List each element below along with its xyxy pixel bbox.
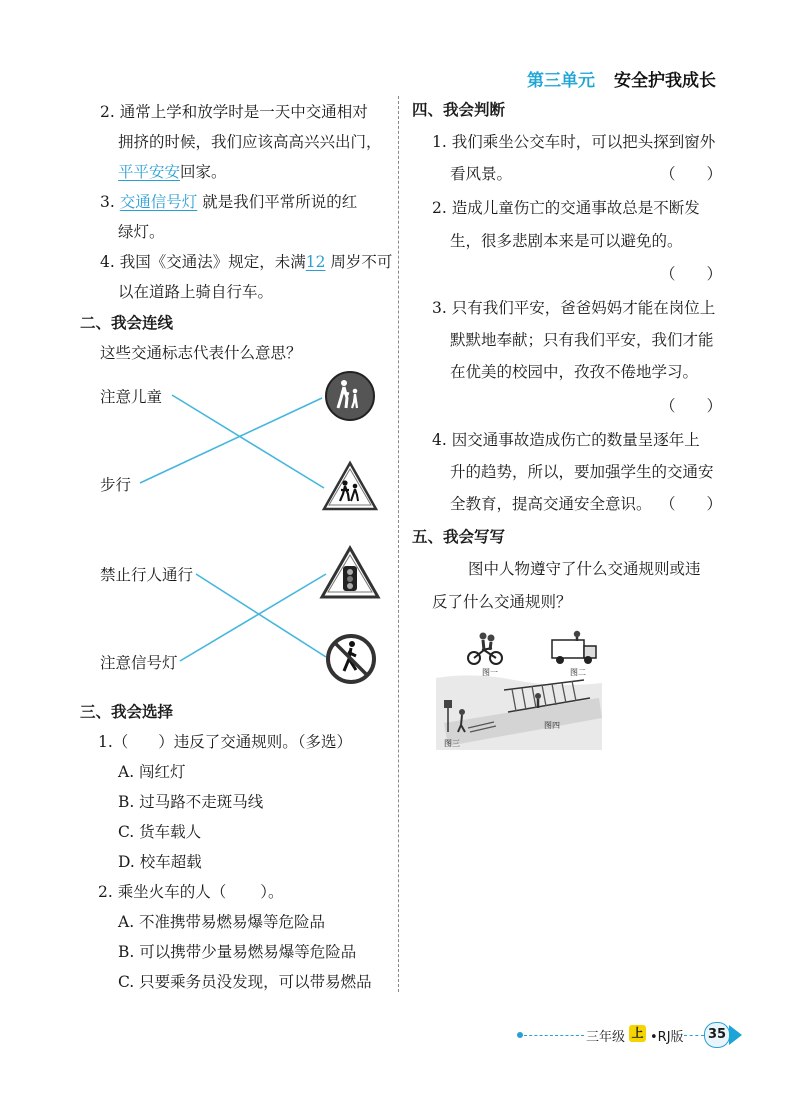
q3-text-1: 就是我们平常所说的红 — [202, 193, 358, 211]
section-2-prompt: 这些交通标志代表什么意思？ — [100, 344, 302, 362]
choice-q2-option-c: C. 只要乘务员没发现，可以带易燃品 — [118, 973, 372, 991]
choice-q1-stem — [98, 730, 352, 752]
page-number: 35 — [704, 1022, 730, 1048]
match-line-children — [172, 395, 324, 488]
judge-1-line-1: 1. 我们乘坐公交车时，可以把头探到窗外 — [432, 133, 716, 151]
footer-dash-left — [524, 1035, 584, 1036]
signal-light-warning-sign-icon — [322, 548, 378, 597]
judge-4-line-2: 升的趋势，所以，要加强学生的交通安 — [450, 463, 714, 481]
caption-2: 图二 — [570, 668, 586, 677]
q4-number: 4. — [100, 253, 115, 271]
q2-answer: 平平安安 — [118, 163, 181, 181]
judge-1-line-2: 看风景。 — [450, 165, 513, 183]
section-4-title: 四、我会判断 — [412, 101, 506, 119]
q2-text-1: 通常上学和放学时是一天中交通相对 — [119, 103, 368, 121]
judge-3-line-2: 默默地奉献；只有我们平安，我们才能 — [450, 331, 714, 349]
match1-label-walk: 步行 — [100, 476, 132, 494]
q3-answer: 交通信号灯 — [119, 193, 198, 211]
walk-sign-icon — [326, 372, 374, 420]
page-arrow-icon — [729, 1025, 743, 1045]
matching-lines — [0, 0, 400, 700]
q3-number: 3. — [100, 193, 115, 211]
choice-q2-option-b: B. 可以携带少量易燃易爆等危险品 — [118, 943, 357, 961]
section-5-title: 五、我会写写 — [412, 528, 506, 546]
judge-3-line-1: 3. 只有我们平安，爸爸妈妈才能在岗位上 — [432, 299, 716, 317]
q2-suffix: 回家。 — [180, 163, 227, 181]
section-5-text-1: 图中人物遵守了什么交通规则或违 — [468, 560, 701, 578]
section-5-text-2: 反了什么交通规则？ — [432, 593, 572, 611]
judge-3-answer[interactable]: （ ） — [660, 397, 723, 415]
footer-edition: •RJ版 — [650, 1030, 684, 1045]
judge-3-line-3: 在优美的校园中，孜孜不倦地学习。 — [450, 363, 699, 381]
caption-4: 图四 — [544, 721, 560, 730]
judge-2-line-1: 2. 造成儿童伤亡的交通事故总是不断发 — [432, 199, 700, 217]
unit-label: 第三单元 — [527, 71, 595, 91]
judge-4-answer[interactable]: （ ） — [660, 495, 723, 513]
match1-label-children: 注意儿童 — [100, 388, 163, 406]
footer-dot-icon — [516, 1031, 524, 1039]
footer-grade: 三年级 — [586, 1030, 626, 1045]
unit-title: 安全护我成长 — [614, 71, 716, 91]
match-line-signal — [180, 574, 326, 661]
match2-label-signal: 注意信号灯 — [100, 654, 178, 672]
match2-label-no-pedestrian: 禁止行人通行 — [100, 566, 194, 584]
section-3-title: 三、我会选择 — [80, 703, 174, 721]
choice-q1-option-b: B. 过马路不走斑马线 — [118, 793, 264, 811]
choice-q1-option-d: D. 校车超载 — [118, 853, 202, 871]
section-2-title: 二、我会连线 — [80, 314, 174, 332]
no-pedestrian-sign-icon — [328, 636, 374, 682]
q2-number: 2. — [100, 103, 115, 121]
q4-text-3: 以在道路上骑自行车。 — [118, 283, 274, 301]
caption-1: 图一 — [482, 668, 498, 677]
q3-text-2: 绿灯。 — [118, 223, 165, 241]
judge-4-line-1: 4. 因交通事故造成伤亡的数量呈逐年上 — [432, 431, 700, 449]
footer-dash-right — [684, 1035, 704, 1036]
scene-2-truck-icon — [552, 631, 596, 664]
choice-q1-option-c: C. 货车载人 — [118, 823, 202, 841]
traffic-scenes-illustration — [434, 628, 604, 753]
choice-q1-suffix: ）违反了交通规则。（多选） — [158, 733, 353, 751]
q2-text-2: 拥挤的时候，我们应该高高兴兴出门， — [118, 133, 382, 151]
judge-2-line-2: 生，很多悲剧本来是可以避免的。 — [450, 232, 683, 250]
choice-q2-suffix: ）。 — [260, 883, 284, 901]
choice-q2-prefix: 2. 乘坐火车的人（ — [98, 883, 227, 901]
q4-text-1: 我国《交通法》规定，未满 — [119, 253, 306, 271]
footer-term-badge: 上 — [629, 1025, 646, 1042]
q4-text-2: 周岁不可 — [330, 253, 393, 271]
scene-1-motorcycle-icon — [468, 633, 502, 665]
judge-2-answer[interactable]: （ ） — [660, 265, 723, 283]
caption-3: 图三 — [444, 739, 460, 748]
choice-q2-option-a: A. 不准携带易燃易爆等危险品 — [118, 913, 326, 931]
choice-q1-option-a: A. 闯红灯 — [118, 763, 186, 781]
judge-1-answer[interactable]: （ ） — [660, 165, 723, 183]
children-warning-sign-icon — [324, 463, 376, 509]
judge-4-line-3: 全教育，提高交通安全意识。 — [450, 495, 652, 513]
q4-answer: 12 — [305, 253, 326, 271]
choice-q2-stem — [98, 880, 283, 902]
choice-q1-prefix: 1.（ — [98, 733, 129, 751]
